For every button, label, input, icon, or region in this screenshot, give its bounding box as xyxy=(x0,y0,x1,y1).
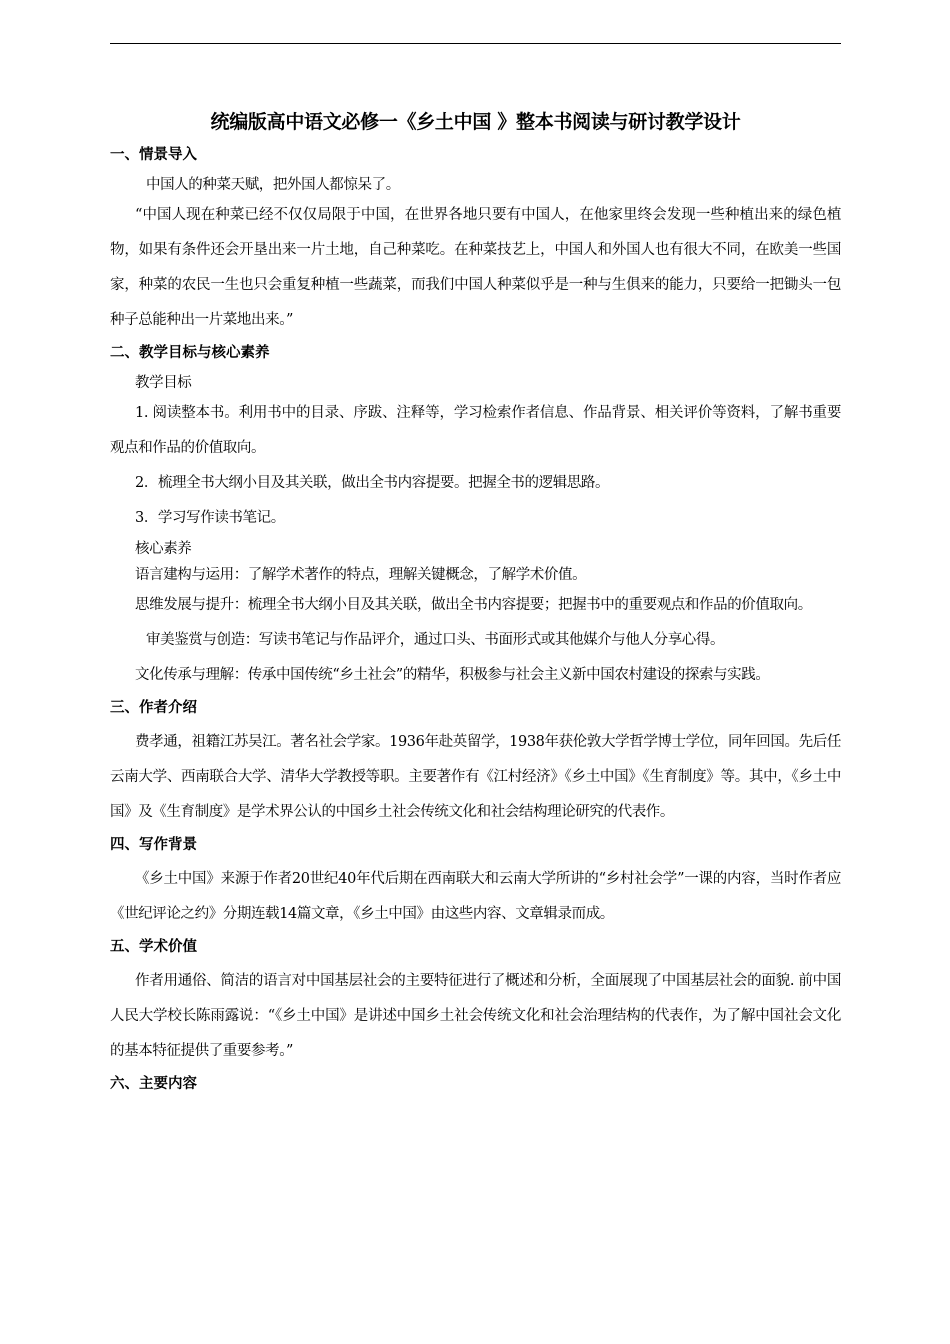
goal-item: 1. 阅读整本书。利用书中的目录、序跋、注释等，学习检索作者信息、作品背景、相关评价等资料，了解书重要观点和作品的价值取向。 xyxy=(110,405,841,456)
section-heading-value: 五、学术价值 xyxy=(110,939,197,955)
section-heading-background: 四、写作背景 xyxy=(110,837,197,853)
paragraph: 中国人的种菜天赋，把外国人都惊呆了。 xyxy=(146,177,400,193)
section-heading-content: 六、主要内容 xyxy=(110,1076,197,1092)
core-item: 语言建构与运用：了解学术著作的特点，理解关键概念，了解学术价值。 xyxy=(135,567,587,583)
goal-item: 3．学习写作读书笔记。 xyxy=(135,510,285,526)
section-heading-intro: 一、情景导入 xyxy=(110,147,197,163)
section-heading-goals: 二、教学目标与核心素养 xyxy=(110,345,270,361)
paragraph: 费孝通，祖籍江苏吴江。著名社会学家。1936年赴英留学，1938年获伦敦大学哲学博士学位，同年回国。先后任云南大学、西南联合大学、清华大学教授等职。主要著作有《江村经济》《乡土中国》《生育制度》等。其中，《乡土中国》及《生育制度》是学术界公认的中国乡土社会传统文化和社会结构理论研究的代表作。 xyxy=(110,734,841,820)
document-title: 统编版高中语文必修一《乡土中国 》整本书阅读与研讨教学设计 xyxy=(210,111,741,133)
goal-item: 2．梳理全书大纲小目及其关联，做出全书内容提要。把握全书的逻辑思路。 xyxy=(135,475,610,491)
subheading-core: 核心素养 xyxy=(135,541,192,557)
core-item: 文化传承与理解：传承中国传统“乡土社会”的精华，积极参与社会主义新中国农村建设的探索与实践。 xyxy=(135,667,770,683)
header-rule xyxy=(110,43,841,44)
subheading-goals: 教学目标 xyxy=(135,375,192,391)
core-item: 思维发展与提升：梳理全书大纲小目及其关联，做出全书内容提要；把握书中的重要观点和作品的价值取向。 xyxy=(135,597,812,613)
paragraph: 作者用通俗、简洁的语言对中国基层社会的主要特征进行了概述和分析，全面展现了中国基层社会的面貌. 前中国人民大学校长陈雨露说：“《乡土中国》是讲述中国乡土社会传统文化和社会治理结构的代表作，为了解中国社会文化的基本特征提供了重要参考。” xyxy=(110,973,841,1059)
core-item: 审美鉴赏与创造：写读书笔记与作品评介，通过口头、书面形式或其他媒介与他人分享心得。 xyxy=(146,632,725,648)
document-body xyxy=(110,108,841,1101)
paragraph: 《乡土中国》来源于作者20世纪40年代后期在西南联大和云南大学所讲的“乡村社会学”一课的内容，当时作者应《世纪评论之约》分期连载14篇文章，《乡土中国》由这些内容、文章辑录而成。 xyxy=(110,871,841,922)
paragraph: “中国人现在种菜已经不仅仅局限于中国，在世界各地只要有中国人，在他家里终会发现一些种植出来的绿色植物，如果有条件还会开垦出来一片土地，自己种菜吃。在种菜技艺上，中国人和外国人也有很大不同，在欧美一些国家，种菜的农民一生也只会重复种植一些蔬菜，而我们中国人种菜似乎是一种与生俱来的能力，只要给一把锄头一包种子总能种出一片菜地出来。” xyxy=(110,207,841,328)
section-heading-author: 三、作者介绍 xyxy=(110,700,197,716)
